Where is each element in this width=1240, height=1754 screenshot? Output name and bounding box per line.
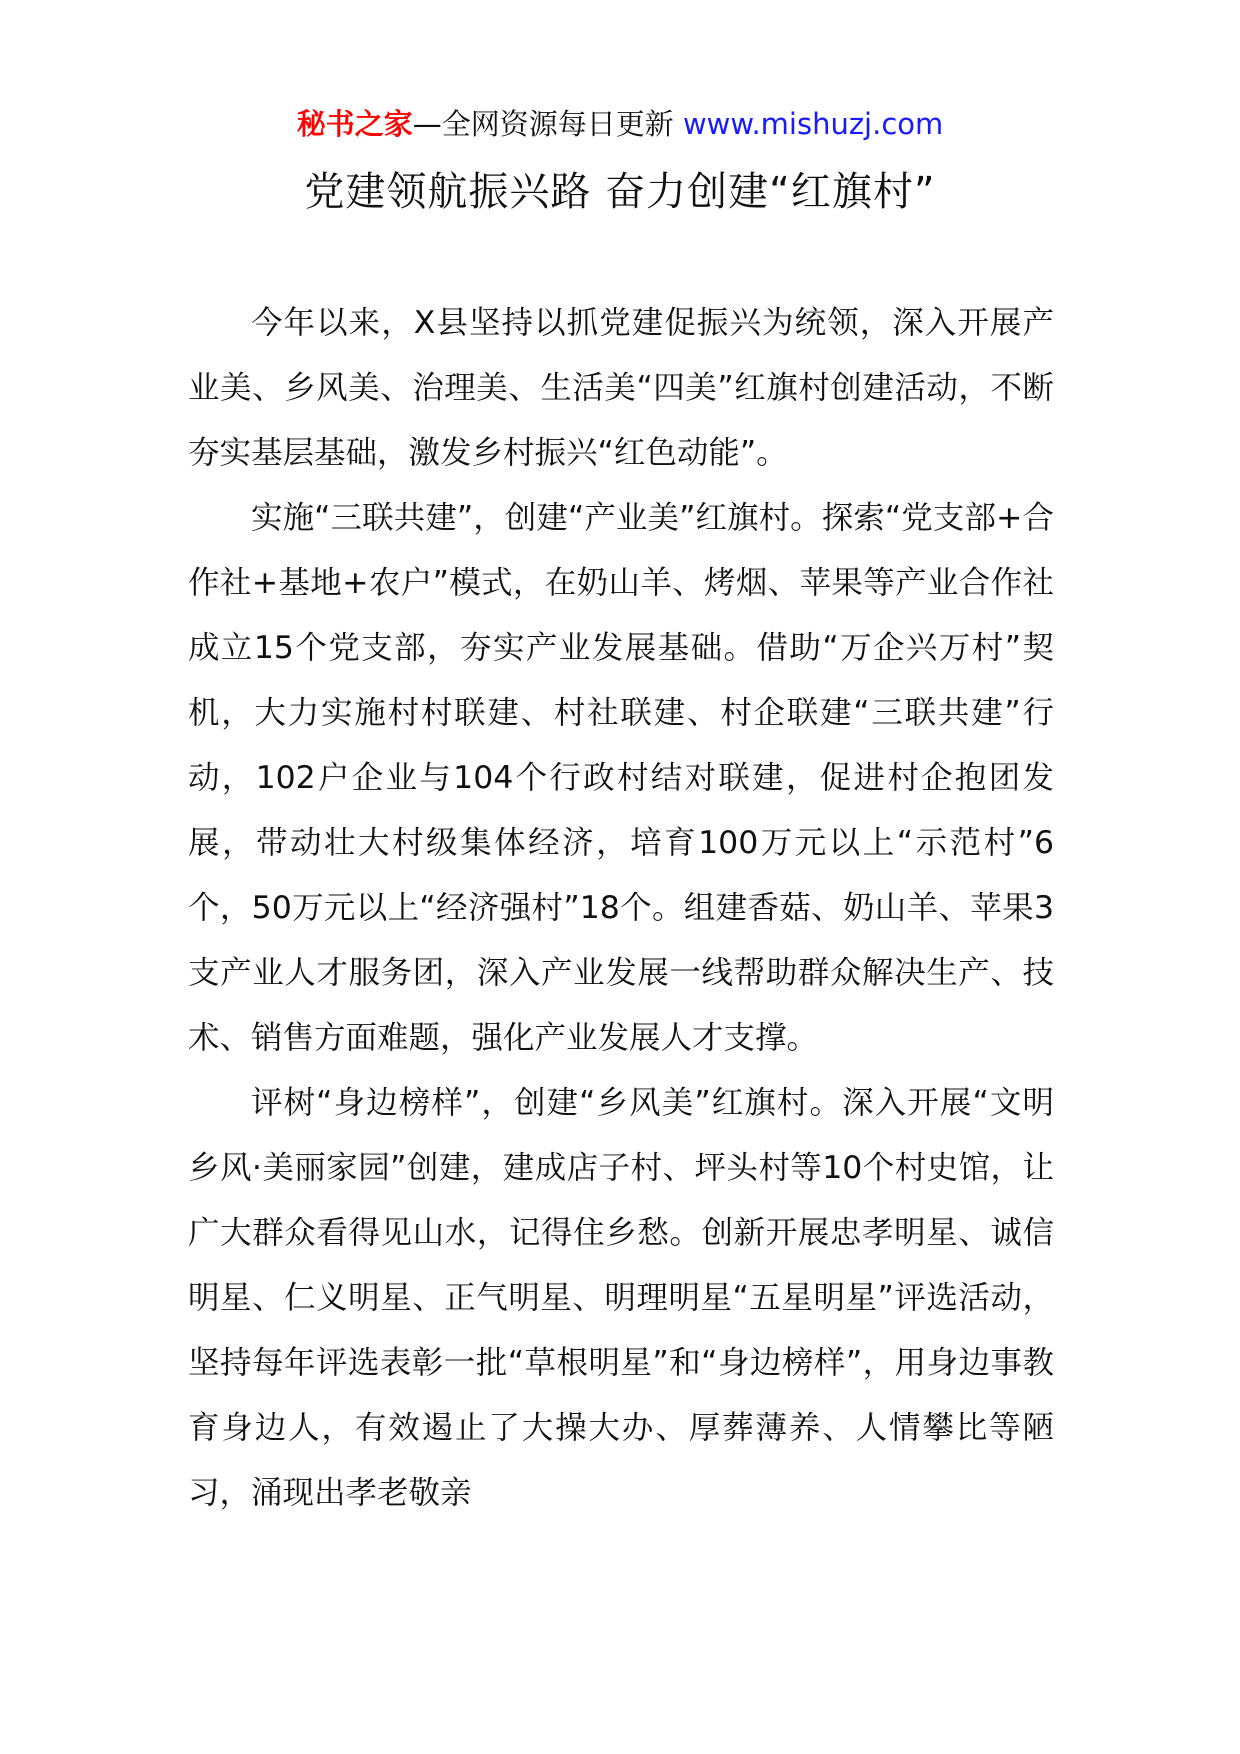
document-title: 党建领航振兴路 奋力创建“红旗村” [304, 169, 936, 215]
site-url-link[interactable]: www.mishuzj.com [682, 107, 944, 141]
site-slogan: —全网资源每日更新 [412, 107, 674, 141]
paragraph-customs: 评树“身边榜样”，创建“乡风美”红旗村。深入开展“文明乡风·美丽家园”创建，建成店子村、坪头村等10个村史馆，让广大群众看得见山水，记得住乡愁。创新开展忠孝明星、诚信明星、仁义明星、正气明星、明理明星“五星明星”评选活动，坚持每年评选表彰一批“草根明星”和“身边榜样”，用身边事教育身边人，有效遏止了大操大办、厚葬薄养、人情攀比等陋习，涌现出孝老敬亲 [188, 1085, 1054, 1511]
paragraph-industry: 实施“三联共建”，创建“产业美”红旗村。探索“党支部+合作社+基地+农户”模式，在奶山羊、烤烟、苹果等产业合作社成立15个党支部，夯实产业发展基础。借助“万企兴万村”契机，大力实施村村联建、村社联建、村企联建“三联共建”行动，102户企业与104个行政村结对联建，促进村企抱团发展，带动壮大村级集体经济，培育100万元以上“示范村”6个，50万元以上“经济强村”18个。组建香菇、奶山羊、苹果3支产业人才服务团，深入产业发展一线帮助群众解决生产、技术、销售方面难题，强化产业发展人才支撑。 [188, 500, 1054, 1056]
document-body [188, 291, 1054, 1526]
site-header [0, 104, 1240, 144]
paragraph-intro: 今年以来，X县坚持以抓党建促振兴为统领，深入开展产业美、乡风美、治理美、生活美“四美”红旗村创建活动，不断夯实基层基础，激发乡村振兴“红色动能”。 [188, 305, 1054, 471]
site-brand: 秘书之家 [296, 107, 413, 141]
